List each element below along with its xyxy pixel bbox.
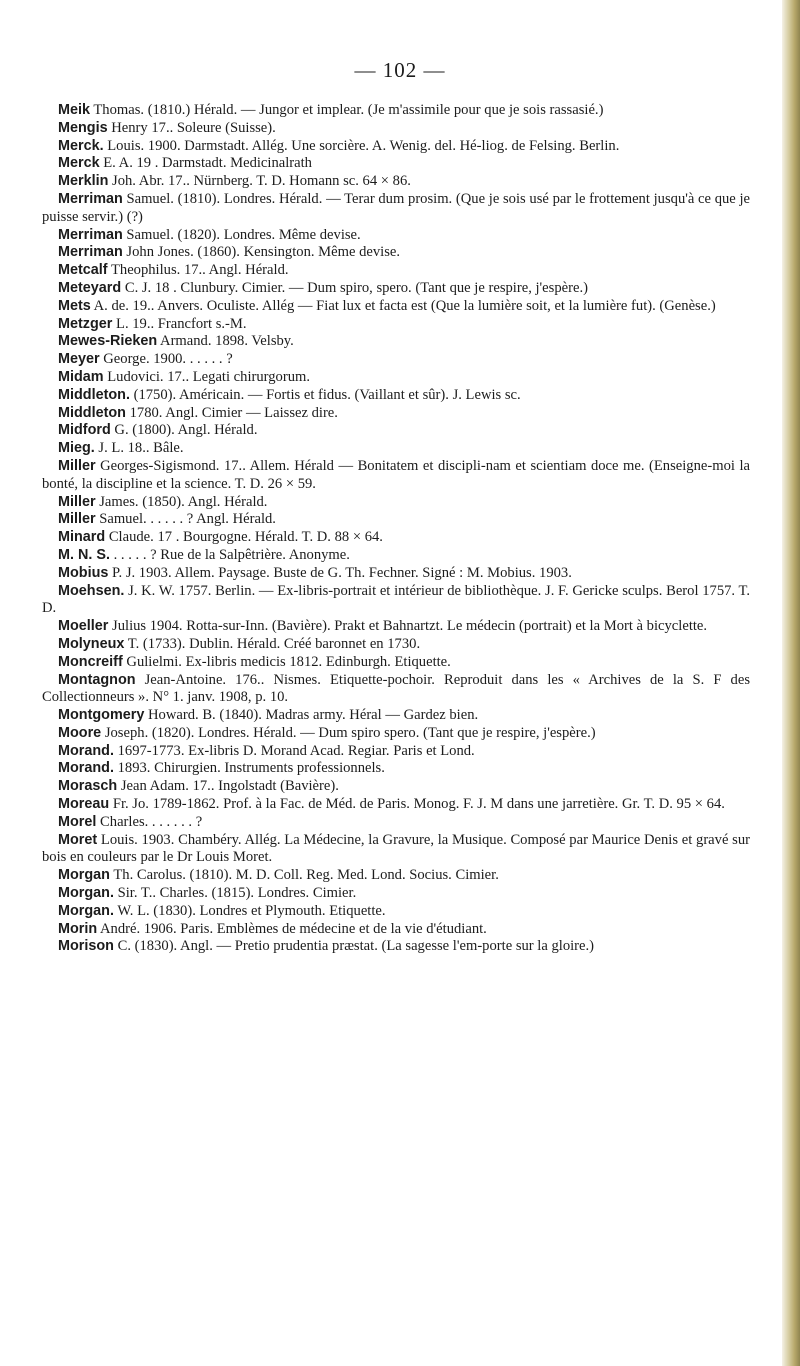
- entry-name: Metcalf: [58, 262, 108, 279]
- entry-text: Ludovici. 17.. Legati chirurgorum.: [103, 368, 311, 385]
- entry-text: Joseph. (1820). Londres. Hérald. — Dum spiro spero. (Tant que je respire, j'espère.): [101, 724, 596, 741]
- entry-list: [42, 102, 750, 956]
- entry-text: E. A. 19 . Darmstadt. Medicinalrath: [99, 155, 312, 172]
- entry-text: 1893. Chirurgien. Instruments professionnels.: [113, 760, 385, 777]
- entry: [42, 654, 750, 672]
- entry-name: Mets: [58, 297, 91, 314]
- entry-name: Middleton: [58, 404, 126, 421]
- entry-text: L. 19.. Francfort s.-M.: [112, 315, 247, 332]
- entry-text: Thomas. (1810.) Hérald. — Jungor et implear. (Je m'assimile pour que je sois rassasié.): [90, 102, 604, 118]
- entry-text: Henry 17.. Soleure (Suisse).: [107, 119, 276, 136]
- entry-text: Julius 1904. Rotta-sur-Inn. (Bavière). Prakt et Bahnartzt. Le médecin (portrait) et la Mort à bicyclette.: [108, 618, 708, 635]
- entry-name: Miller: [58, 493, 96, 510]
- entry-text: Charles. . . . . . . ?: [96, 813, 203, 830]
- entry-text: 1780. Angl. Cimier — Laissez dire.: [125, 404, 338, 421]
- entry-name: Miller: [58, 511, 96, 528]
- entry: [42, 494, 750, 512]
- entry: [42, 547, 750, 565]
- entry: [42, 405, 750, 423]
- entry-name: M. N. S.: [58, 546, 110, 563]
- entry: [42, 138, 750, 156]
- entry: [42, 262, 750, 280]
- entry-text: André. 1906. Paris. Emblèmes de médecine et de la vie d'étudiant.: [97, 920, 487, 937]
- entry: [42, 227, 750, 245]
- entry-text: Howard. B. (1840). Madras army. Héral — Gardez bien.: [144, 707, 479, 724]
- entry-name: Meyer: [58, 351, 100, 368]
- entry-text: J. K. W. 1757. Berlin. — Ex-libris-portrait et intérieur de bibliothèque. J. F. Gericke sculps. Berol 1757. T. D.: [42, 582, 750, 617]
- entry-name: Montgomery: [58, 707, 145, 724]
- entry-text: P. J. 1903. Allem. Paysage. Buste de G. Th. Fechner. Signé : M. Mobius. 1903.: [108, 564, 572, 581]
- entry-text: G. (1800). Angl. Hérald.: [110, 422, 258, 439]
- entry-name: Moret: [58, 831, 98, 848]
- entry: [42, 672, 750, 708]
- entry-text: Jean-Antoine. 176.. Nismes. Etiquette-pochoir. Reproduit dans les « Archives de la S. F des Collectionneurs ». N° 1. janv. 1908, p. 10.: [42, 671, 750, 706]
- entry: [42, 903, 750, 921]
- entry: [42, 618, 750, 636]
- entry-text: Armand. 1898. Velsby.: [157, 333, 294, 350]
- entry-text: Georges-Sigismond. 17.. Allem. Hérald — Bonitatem et discipli-nam et scientiam doce me. (Enseigne-moi la bonté, la discipline et la science. T. D. 26 × 59.: [42, 457, 750, 492]
- entry-name: Merriman: [58, 226, 123, 243]
- entry: [42, 440, 750, 458]
- entry: [42, 867, 750, 885]
- entry: [42, 938, 750, 956]
- entry-text: Samuel. . . . . . ? Angl. Hérald.: [95, 511, 276, 528]
- entry-text: C. J. 18 . Clunbury. Cimier. — Dum spiro, spero. (Tant que je respire, j'espère.): [121, 279, 588, 296]
- entry: [42, 796, 750, 814]
- entry: [42, 369, 750, 387]
- entry-name: Morasch: [58, 778, 118, 795]
- entry: [42, 565, 750, 583]
- entry-name: Moncreiff: [58, 653, 123, 670]
- entry: [42, 832, 750, 868]
- entry-name: Meik: [58, 102, 90, 118]
- entry-text: W. L. (1830). Londres et Plymouth. Etiquette.: [113, 902, 386, 919]
- entry-text: Samuel. (1820). Londres. Même devise.: [122, 226, 361, 243]
- entry-name: Morand.: [58, 760, 114, 777]
- entry-text: 1697-1773. Ex-libris D. Morand Acad. Regiar. Paris et Lond.: [113, 742, 475, 759]
- entry-text: J. L. 18.. Bâle.: [94, 440, 184, 457]
- entry-text: John Jones. (1860). Kensington. Même devise.: [122, 244, 401, 261]
- entry: [42, 244, 750, 262]
- entry-text: T. (1733). Dublin. Hérald. Créé baronnet en 1730.: [124, 635, 421, 652]
- entry-name: Molyneux: [58, 635, 125, 652]
- entry-name: Moeller: [58, 618, 109, 635]
- entry: [42, 387, 750, 405]
- entry: [42, 778, 750, 796]
- entry-name: Middleton.: [58, 386, 130, 403]
- entry-name: Merriman: [58, 190, 123, 207]
- entry-name: Moehsen.: [58, 582, 125, 599]
- entry-text: Theophilus. 17.. Angl. Hérald.: [107, 262, 289, 279]
- entry-name: Midford: [58, 422, 111, 439]
- entry: [42, 636, 750, 654]
- entry: [42, 298, 750, 316]
- entry-text: Samuel. (1810). Londres. Hérald. — Terar dum prosim. (Que je sois usé par le frottement jusqu'à ce que je puisse servir.) (?): [42, 190, 750, 225]
- entry-name: Mobius: [58, 564, 109, 581]
- entry: [42, 280, 750, 298]
- entry-name: Minard: [58, 529, 106, 546]
- entry: [42, 155, 750, 173]
- entry-text: George. 1900. . . . . . ?: [99, 351, 233, 368]
- entry-name: Mengis: [58, 119, 108, 136]
- entry: [42, 885, 750, 903]
- entry: [42, 725, 750, 743]
- entry: [42, 458, 750, 494]
- entry-name: Miller: [58, 457, 96, 474]
- entry-text: James. (1850). Angl. Hérald.: [95, 493, 268, 510]
- entry-name: Morin: [58, 920, 98, 937]
- entry-name: Mieg.: [58, 440, 95, 457]
- entry-text: . . . . . ? Rue de la Salpêtrière. Anonyme.: [109, 546, 350, 563]
- entry-name: Moore: [58, 724, 102, 741]
- entry: [42, 921, 750, 939]
- entry-text: Jean Adam. 17.. Ingolstadt (Bavière).: [117, 778, 339, 795]
- entry-name: Moreau: [58, 796, 110, 813]
- entry-text: (1750). Américain. — Fortis et fidus. (Vaillant et sûr). J. Lewis sc.: [129, 386, 521, 403]
- entry-name: Morand.: [58, 742, 114, 759]
- entry: [42, 173, 750, 191]
- entry-name: Metzger: [58, 315, 113, 332]
- entry-text: Joh. Abr. 17.. Nürnberg. T. D. Homann sc. 64 × 86.: [108, 173, 411, 190]
- entry: [42, 743, 750, 761]
- entry-name: Merklin: [58, 173, 109, 190]
- entry-name: Merriman: [58, 244, 123, 261]
- entry-name: Merck: [58, 155, 100, 172]
- entry-text: C. (1830). Angl. — Pretio prudentia præstat. (La sagesse l'em-porte sur la gloire.): [113, 938, 595, 955]
- page-number: — 102 —: [354, 58, 446, 82]
- entry: [42, 511, 750, 529]
- entry: [42, 316, 750, 334]
- entry-text: A. de. 19.. Anvers. Oculiste. Allég — Fiat lux et facta est (Que la lumière soit, et la lumière fut). (Genèse.): [90, 297, 716, 314]
- entry-name: Morgan: [58, 867, 110, 884]
- entry: [42, 333, 750, 351]
- entry: [42, 422, 750, 440]
- entry-name: Morgan.: [58, 902, 114, 919]
- entry-text: Claude. 17 . Bourgogne. Hérald. T. D. 88 × 64.: [105, 529, 383, 546]
- entry-text: Th. Carolus. (1810). M. D. Coll. Reg. Med. Lond. Socius. Cimier.: [109, 867, 499, 884]
- entry: [42, 583, 750, 619]
- entry-name: Merck.: [58, 137, 104, 154]
- entry: [42, 529, 750, 547]
- entry-name: Meteyard: [58, 279, 122, 296]
- entry-name: Morison: [58, 938, 114, 955]
- entry-name: Mewes-Rieken: [58, 333, 158, 350]
- entry: [42, 760, 750, 778]
- entry-text: Louis. 1900. Darmstadt. Allég. Une sorcière. A. Wenig. del. Hé-liog. de Felsing. Berlin.: [103, 137, 620, 154]
- entry: [42, 351, 750, 369]
- entry-name: Midam: [58, 368, 104, 385]
- entry-text: Gulielmi. Ex-libris medicis 1812. Edinburgh. Etiquette.: [122, 653, 451, 670]
- entry-name: Montagnon: [58, 671, 136, 688]
- entry: [42, 102, 750, 120]
- entry: [42, 814, 750, 832]
- entry-name: Morgan.: [58, 885, 114, 902]
- entry-text: Sir. T.. Charles. (1815). Londres. Cimier.: [113, 885, 357, 902]
- entry: [42, 707, 750, 725]
- entry: [42, 191, 750, 227]
- entry-text: Louis. 1903. Chambéry. Allég. La Médecine, la Gravure, la Musique. Composé par Maurice Denis et gravé sur bois en couleurs par le Dr Louis Moret.: [42, 831, 750, 866]
- entry-name: Morel: [58, 813, 97, 830]
- entry: [42, 120, 750, 138]
- page-edge: [782, 0, 800, 1366]
- entry-text: Fr. Jo. 1789-1862. Prof. à la Fac. de Méd. de Paris. Monog. F. J. M dans une jarretière. Gr. T. D. 95 × 64.: [109, 796, 725, 813]
